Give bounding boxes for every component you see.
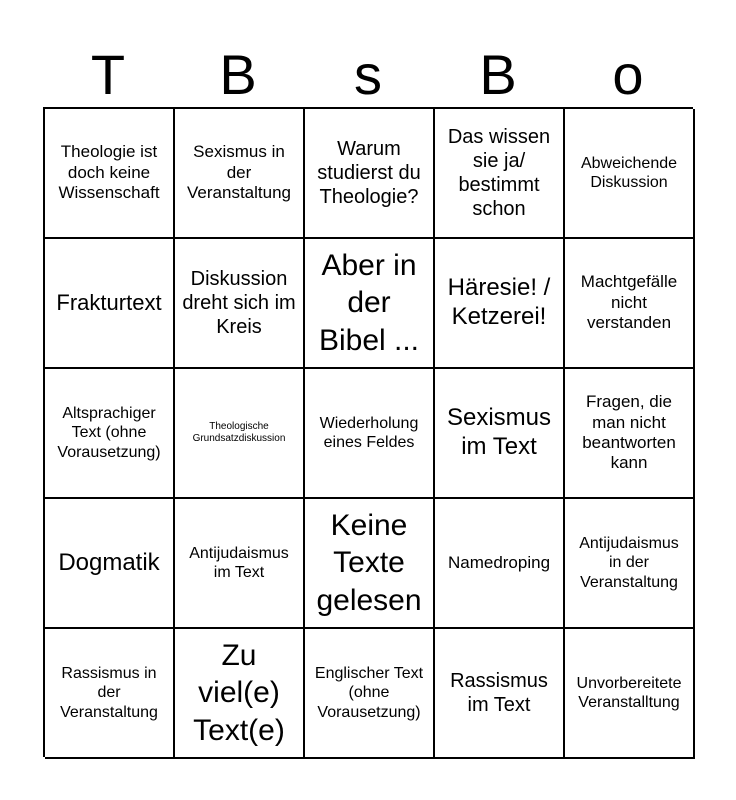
bingo-cell[interactable]: Antijudaismus in der Veranstaltung <box>565 499 695 629</box>
bingo-cell[interactable]: Abweichende Diskussion <box>565 109 695 239</box>
bingo-cell[interactable]: Theologische Grundsatzdiskussion <box>175 369 305 499</box>
bingo-cell[interactable]: Aber in der Bibel ... <box>305 239 435 369</box>
bingo-cell[interactable]: Rassismus im Text <box>435 629 565 759</box>
bingo-header <box>43 42 693 108</box>
bingo-cell[interactable]: Machtgefälle nicht verstanden <box>565 239 695 369</box>
bingo-cell[interactable]: Namedroping <box>435 499 565 629</box>
bingo-cell[interactable]: Zu viel(e) Text(e) <box>175 629 305 759</box>
bingo-cell[interactable]: Antijudaismus im Text <box>175 499 305 629</box>
bingo-cell[interactable]: Frakturtext <box>45 239 175 369</box>
bingo-cell[interactable]: Wiederholung eines Feldes <box>305 369 435 499</box>
bingo-cell[interactable]: Theologie ist doch keine Wissenschaft <box>45 109 175 239</box>
header-letter: s <box>354 43 382 106</box>
header-letter: B <box>479 43 517 106</box>
bingo-cell[interactable]: Warum studierst du Theologie? <box>305 109 435 239</box>
bingo-cell[interactable]: Fragen, die man nicht beantworten kann <box>565 369 695 499</box>
bingo-cell[interactable]: Unvorbereitete Veranstalltung <box>565 629 695 759</box>
bingo-cell[interactable]: Rassismus in der Veranstaltung <box>45 629 175 759</box>
bingo-cell[interactable]: Diskussion dreht sich im Kreis <box>175 239 305 369</box>
header-letter: T <box>90 43 126 106</box>
bingo-cell[interactable]: Sexismus in der Veranstaltung <box>175 109 305 239</box>
bingo-grid <box>43 107 693 757</box>
header-letter: B <box>219 43 257 106</box>
bingo-cell[interactable]: Keine Texte gelesen <box>305 499 435 629</box>
header-letter: o <box>612 43 644 106</box>
bingo-cell[interactable]: Altsprachiger Text (ohne Vorausetzung) <box>45 369 175 499</box>
bingo-cell[interactable]: Sexismus im Text <box>435 369 565 499</box>
bingo-cell[interactable]: Häresie! / Ketzerei! <box>435 239 565 369</box>
bingo-cell[interactable]: Das wissen sie ja/ bestimmt schon <box>435 109 565 239</box>
bingo-cell[interactable]: Dogmatik <box>45 499 175 629</box>
bingo-cell[interactable]: Englischer Text (ohne Vorausetzung) <box>305 629 435 759</box>
